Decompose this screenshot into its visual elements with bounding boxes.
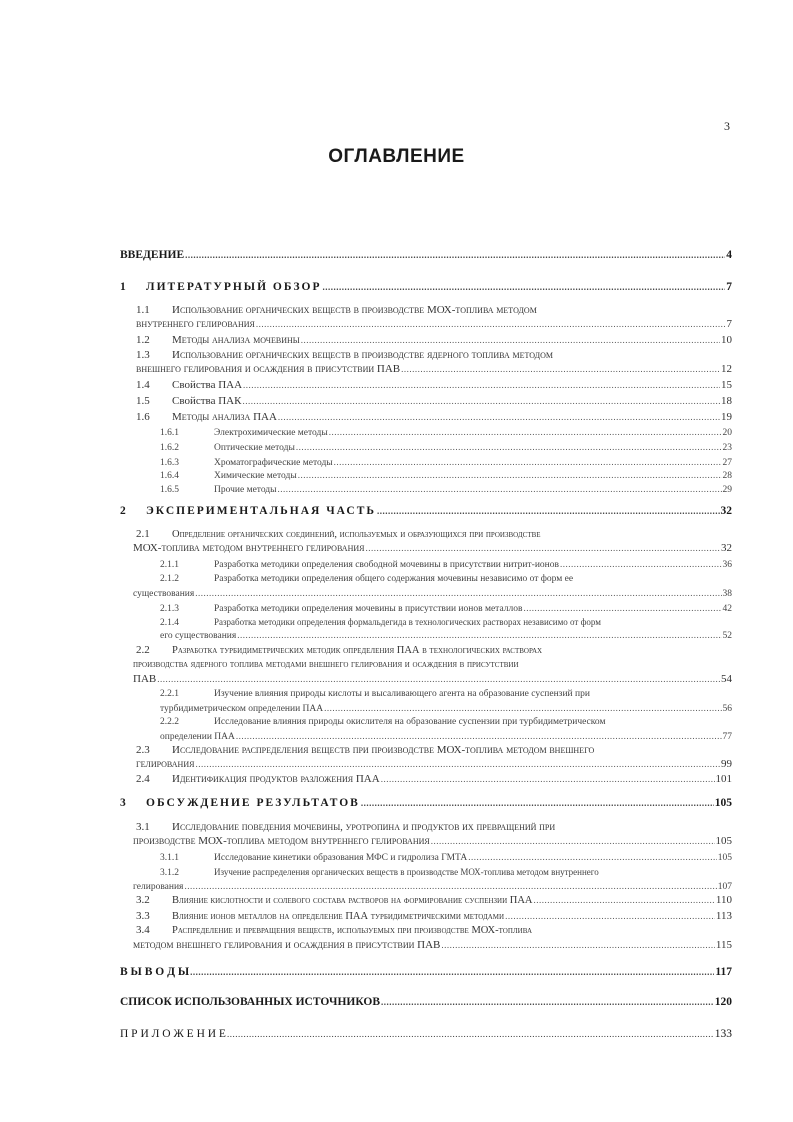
toc-entry-text: Разработка методики определения формальдегида в технологических растворах независимо от форм [214, 617, 601, 627]
toc-page-number: 18 [721, 395, 732, 407]
toc-page-number: 105 [714, 797, 732, 809]
toc-entry-number: 1.5 [136, 395, 150, 407]
toc-entry-text: СПИСОК ИСПОЛЬЗОВАННЫХ ИСТОЧНИКОВ [120, 996, 381, 1008]
toc-entry-text: турбидиметрическом определении ПАА [160, 704, 324, 714]
toc-leader [296, 441, 722, 454]
toc-entry-number: 2.2 [136, 644, 150, 656]
toc-entry-text: Распределение и превращения веществ, используемых при производстве МОХ-топлива [172, 925, 533, 936]
toc-entry-number: 1.6.2 [160, 443, 179, 453]
toc-entry-text: МОХ-топлива методом внутреннего гелирования [133, 542, 365, 554]
toc-entry-1-1[interactable] [136, 318, 732, 331]
toc-entry-text: ВВЕДЕНИЕ [120, 249, 185, 261]
toc-entry-number: 1.6.5 [160, 485, 179, 495]
toc-entry-text: гелирования [136, 758, 195, 770]
toc-entry-1-2[interactable] [136, 334, 732, 347]
toc-entry-2-1-3[interactable] [160, 602, 732, 616]
toc-entry-number: 2.1 [136, 528, 150, 540]
toc-leader [185, 249, 725, 262]
toc-page-number: 133 [714, 1028, 732, 1040]
toc-leader [534, 894, 715, 907]
toc-entry-3-4[interactable] [133, 939, 732, 952]
toc-page-number: 38 [722, 589, 732, 599]
toc-entry-number: 1.6.3 [160, 458, 179, 468]
toc-page-number: 27 [722, 458, 732, 468]
toc-entry-intro[interactable] [120, 249, 732, 262]
toc-entry-text: Разработка методики определения мочевины в присутствии ионов металлов [214, 604, 523, 614]
toc-entry-text: Разработка методики определения общего содержания мочевины независимо от форм ее [214, 574, 574, 584]
toc-entry-number: 2 [120, 505, 126, 517]
toc-entry-number: 3.1.1 [160, 853, 179, 863]
toc-leader [401, 363, 720, 376]
toc-entry-2-2-line2[interactable] [133, 658, 519, 671]
toc-entry-1-4[interactable] [136, 379, 732, 392]
toc-entry-2-2-2[interactable] [160, 730, 732, 744]
toc-entry-conclusions[interactable] [120, 966, 732, 979]
toc-entry-text: Изучение распределения органических веществ в производстве МОХ-топлива методом внутреннего [214, 867, 599, 877]
toc-leader [560, 558, 722, 571]
toc-entry-text: Прочие методы [214, 485, 277, 495]
toc-entry-3-1[interactable] [133, 835, 732, 848]
toc-chapter-3[interactable] [120, 797, 732, 810]
toc-entry-number: 3.1 [136, 821, 150, 833]
toc-page-number: 110 [715, 894, 732, 906]
toc-entry-text: Исследование влияния природы окислителя на образование суспензии при турбидиметрическом [214, 717, 606, 727]
toc-leader [468, 851, 717, 864]
toc-page-number: 77 [722, 732, 732, 742]
toc-page-number: 32 [720, 505, 732, 517]
toc-entry-number: 2.2.1 [160, 689, 179, 699]
toc-entry-2-1-2[interactable] [133, 587, 732, 601]
toc-entry-3-1-2-line1[interactable] [160, 866, 599, 880]
toc-entry-number: 1.4 [136, 379, 150, 391]
toc-page-number: 105 [717, 853, 732, 863]
toc-entry-text: производства ядерного топлива методами внешнего гелирования и осаждения в присутствии [133, 659, 519, 670]
toc-entry-3-1-2[interactable] [133, 880, 732, 894]
toc-entry-number: 3 [120, 797, 126, 809]
toc-entry-number: 3.2 [136, 894, 150, 906]
toc-entry-text: Влияние кислотности и солевого состава растворов на формирование суспензии ПАА [172, 895, 533, 906]
toc-page-number: 7 [726, 318, 732, 330]
toc-leader [361, 797, 714, 810]
toc-page-number: 99 [721, 758, 732, 770]
toc-entry-1-5[interactable] [136, 395, 732, 408]
toc-entry-2-1[interactable] [133, 542, 732, 555]
toc-entry-text: Методы анализа ПАА [172, 411, 277, 423]
toc-entry-number: 2.1.4 [160, 618, 179, 628]
toc-page-number: 52 [722, 631, 732, 641]
toc-entry-text: В Ы В О Д Ы [120, 966, 190, 978]
toc-page-number: 115 [715, 939, 732, 951]
toc-entry-text: Исследование распределения веществ при производстве МОХ-топлива методом внешнего [172, 744, 595, 756]
toc-entry-2-2-line1[interactable] [136, 644, 542, 657]
toc-entry-text: внешнего гелирования и осаждения в присутствии ПАВ [136, 363, 401, 375]
page-number: 3 [724, 119, 730, 133]
toc-entry-text: ЛИТЕРАТУРНЫЙ ОБЗОР [146, 281, 322, 293]
toc-leader [334, 456, 722, 469]
toc-entry-3-1-1[interactable] [160, 851, 732, 865]
toc-entry-3-1-line1[interactable] [136, 821, 555, 834]
toc-entry-number: 3.3 [136, 910, 150, 922]
toc-entry-references[interactable] [120, 996, 732, 1009]
toc-entry-text: Использование органических веществ в производстве МОХ-топлива методом [172, 304, 537, 316]
toc-entry-number: 2.4 [136, 773, 150, 785]
toc-leader [298, 469, 722, 482]
toc-leader [236, 730, 722, 743]
toc-entry-number: 3.1.2 [160, 868, 179, 878]
toc-page-number: 42 [722, 604, 732, 614]
toc-page-number: 28 [722, 471, 732, 481]
toc-entry-text: существования [133, 589, 195, 599]
toc-page-number: 56 [722, 704, 732, 714]
toc-leader [278, 411, 720, 424]
toc-entry-2-1-line1[interactable] [136, 528, 541, 541]
toc-entry-2-2-1[interactable] [160, 702, 732, 716]
toc-entry-text: гелирования [133, 882, 184, 892]
toc-page-number: 107 [717, 882, 732, 892]
toc-entry-number: 2.2.2 [160, 717, 179, 727]
toc-entry-2-2[interactable] [133, 673, 732, 686]
toc-entry-text: Влияние ионов металлов на определение ПАА турбидиметрическими методами [172, 911, 505, 922]
toc-entry-number: 1.3 [136, 349, 150, 361]
toc-entry-text: внутреннего гелирования [136, 318, 255, 330]
toc-leader [242, 395, 720, 408]
toc-leader [227, 1028, 714, 1041]
toc-leader [505, 910, 715, 923]
toc-leader [278, 483, 722, 496]
toc-entry-number: 3.4 [136, 924, 150, 936]
toc-entry-number: 1.2 [136, 334, 150, 346]
toc-leader [381, 996, 714, 1009]
toc-entry-text: П Р И Л О Ж Е Н И Е [120, 1028, 226, 1040]
toc-leader [381, 773, 715, 786]
toc-entry-text: Хроматографические методы [214, 458, 333, 468]
toc-entry-text: Исследование поведения мочевины, уротропина и продуктов их превращений при [172, 821, 556, 833]
toc-entry-1-3-line1[interactable] [136, 349, 553, 362]
toc-entry-text: ОБСУЖДЕНИЕ РЕЗУЛЬТАТОВ [146, 797, 360, 809]
toc-entry-text: Свойства ПАА [172, 379, 243, 391]
toc-entry-2-2-2-line1[interactable] [160, 716, 606, 729]
toc-entry-number: 1.6 [136, 411, 150, 423]
toc-entry-text: производстве МОХ-топлива методом внутреннего гелирования [133, 835, 430, 847]
toc-entry-number: 1 [120, 281, 126, 293]
toc-leader [195, 587, 721, 600]
toc-chapter-1[interactable] [120, 281, 732, 294]
toc-entry-number: 1.1 [136, 304, 150, 316]
toc-entry-text: его существования [160, 631, 237, 641]
toc-entry-text: ПАВ [133, 673, 157, 685]
toc-page-number: 7 [726, 281, 732, 293]
toc-page-number: 36 [722, 560, 732, 570]
toc-entry-3-3[interactable] [136, 910, 732, 923]
toc-page-number: 12 [721, 363, 732, 375]
toc-entry-number: 2.1.1 [160, 560, 179, 570]
toc-leader [431, 835, 715, 848]
toc-entry-3-2[interactable] [136, 894, 732, 907]
toc-entry-3-4-line1[interactable] [136, 924, 532, 937]
toc-entry-2-2-1-line1[interactable] [160, 688, 590, 701]
toc-entry-1-1-line1[interactable] [136, 304, 537, 317]
toc-page-number: 105 [715, 835, 732, 847]
toc-entry-appendix[interactable] [120, 1028, 732, 1041]
toc-leader [523, 602, 721, 615]
toc-entry-text: Идентификация продуктов разложения ПАА [172, 773, 380, 785]
toc-entry-text: ЭКСПЕРИМЕНТАЛЬНАЯ ЧАСТЬ [146, 505, 376, 517]
toc-chapter-2[interactable] [120, 505, 732, 518]
toc-entry-2-1-4-line1[interactable] [160, 616, 601, 630]
toc-entry-1-6-4[interactable] [160, 469, 732, 483]
toc-entry-text: Электрохимические методы [214, 428, 328, 438]
toc-entry-text: Разработка методики определения свободной мочевины в присутствии нитрит-ионов [214, 560, 559, 570]
toc-page-number: 120 [714, 996, 732, 1008]
toc-leader [237, 629, 721, 642]
toc-page-number: 32 [721, 542, 732, 554]
toc-leader [301, 334, 720, 347]
toc-page-number: 10 [721, 334, 732, 346]
toc-entry-1-6-1[interactable] [160, 426, 732, 440]
toc-entry-2-1-2-line1[interactable] [160, 573, 573, 586]
toc-page-number: 117 [715, 966, 732, 978]
toc-entry-text: Изучение влияния природы кислоты и высаливающего агента на образование суспензий при [214, 689, 590, 699]
toc-leader [184, 880, 716, 893]
toc-entry-text: методом внешнего гелирования и осаждения в присутствии ПАВ [133, 939, 441, 951]
toc-entry-number: 2.1.2 [160, 574, 179, 584]
toc-page-number: 23 [722, 443, 732, 453]
toc-entry-number: 1.6.4 [160, 471, 179, 481]
toc-page-number: 20 [722, 428, 732, 438]
toc-entry-number: 1.6.1 [160, 428, 179, 438]
toc-entry-text: Методы анализа мочевины [172, 334, 300, 346]
toc-entry-text: определении ПАА [160, 732, 235, 742]
toc-leader [322, 281, 725, 294]
toc-leader [377, 505, 720, 518]
toc-page-number: 113 [715, 910, 732, 922]
toc-entry-1-3[interactable] [136, 363, 732, 376]
toc-entry-text: Разработка турбидиметрических методик определения ПАА в технологических растворах [172, 645, 543, 656]
toc-entry-1-6-2[interactable] [160, 441, 732, 455]
toc-entry-text: Определение органических соединений, используемых и образующихся при производстве [172, 529, 541, 540]
toc-page-number: 54 [721, 673, 732, 685]
toc-leader [441, 939, 715, 952]
toc-entry-text: Использование органических веществ в производстве ядерного топлива методом [172, 349, 553, 361]
toc-entry-1-6[interactable] [136, 411, 732, 424]
toc-entry-text: Исследование кинетики образования МФС и гидролиза ГМТА [214, 853, 468, 863]
toc-leader [329, 426, 722, 439]
toc-leader [256, 318, 726, 331]
toc-leader [243, 379, 720, 392]
toc-page-number: 29 [722, 485, 732, 495]
toc-entry-2-3-line1[interactable] [136, 744, 594, 757]
toc-page-number: 19 [721, 411, 732, 423]
toc-leader [190, 966, 714, 979]
toc-entry-1-6-3[interactable] [160, 456, 732, 470]
toc-page-number: 101 [715, 773, 732, 785]
toc-entry-text: Свойства ПАК [172, 395, 242, 407]
toc-leader [365, 542, 720, 555]
toc-leader [157, 673, 720, 686]
toc-entry-2-3[interactable] [136, 758, 732, 771]
toc-entry-text: Оптические методы [214, 443, 295, 453]
toc-entry-number: 2.1.3 [160, 604, 179, 614]
toc-leader [195, 758, 720, 771]
page-title: ОГЛАВЛЕНИЕ [328, 146, 465, 167]
toc-entry-1-6-5[interactable] [160, 483, 732, 497]
toc-entry-2-4[interactable] [136, 773, 732, 786]
toc-entry-number: 2.3 [136, 744, 150, 756]
toc-entry-2-1-1[interactable] [160, 558, 732, 572]
toc-page-number: 15 [721, 379, 732, 391]
toc-leader [324, 702, 721, 715]
toc-entry-text: Химические методы [214, 471, 297, 481]
toc-page-number: 4 [726, 249, 732, 261]
toc-entry-2-1-4[interactable] [160, 629, 732, 643]
